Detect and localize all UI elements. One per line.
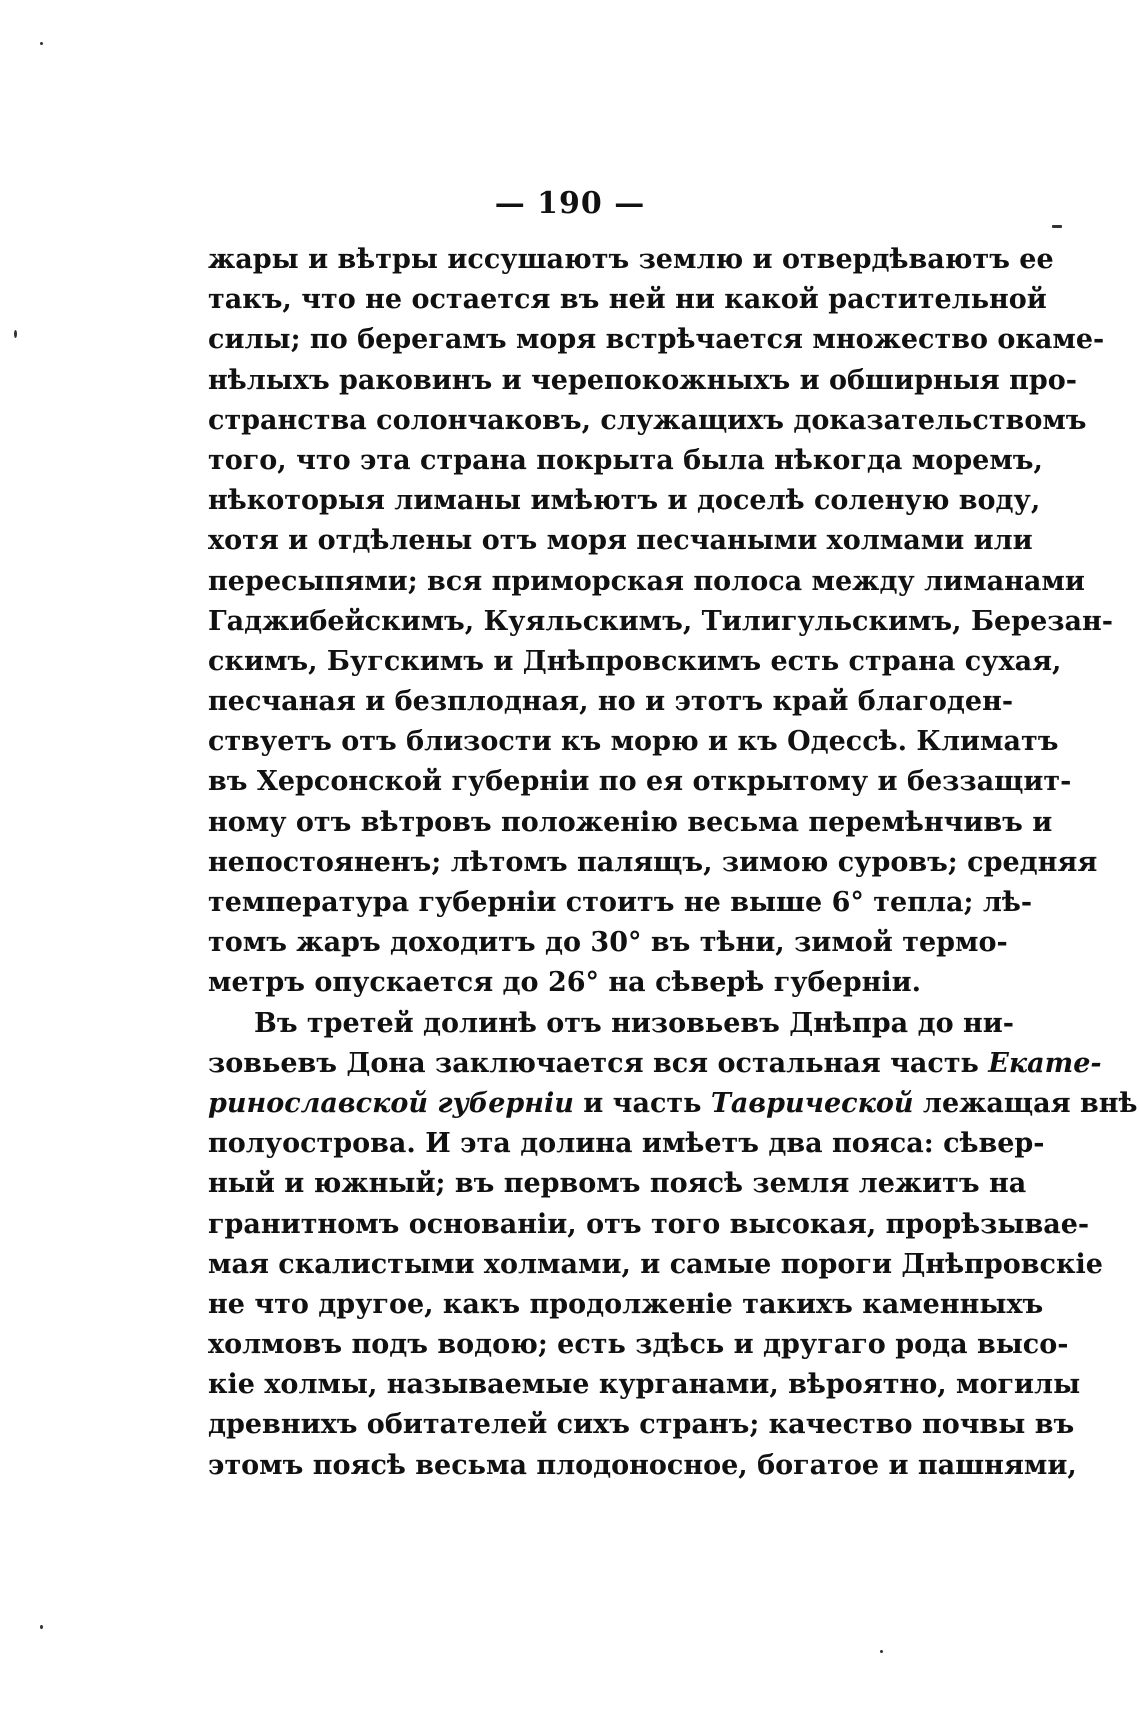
paragraph-2 (208, 1004, 1138, 1486)
italic-segment: Екате- (988, 1047, 1102, 1079)
text-line: Гаджибейскимъ, Куяльскимъ, Тилигульскимъ, Березан- (208, 605, 1113, 637)
text-line: такъ, что не остается въ ней ни какой растительной (208, 284, 1047, 316)
text-segment: зовьевъ Дона заключается вся остальная часть (208, 1047, 989, 1079)
text-line: ный и южный; въ первомъ поясѣ земля лежитъ на (208, 1168, 1027, 1200)
text-line: пересыпями; вся приморская полоса между лиманами (208, 565, 1085, 597)
text-line: полуострова. И эта долина имѣетъ два пояса: сѣвер- (208, 1128, 1045, 1160)
text-line: Въ третей долинѣ отъ низовьевъ Днѣпра до ни- (254, 1007, 1014, 1039)
text-segment: и часть (573, 1087, 711, 1119)
text-line: гранитномъ основаніи, отъ того высокая, прорѣзывае- (208, 1208, 1090, 1240)
text-line: древнихъ обитателей сихъ странъ; качество почвы въ (208, 1409, 1075, 1441)
text-line: странства солончаковъ, служащихъ доказательствомъ (208, 404, 1087, 436)
text-line: ствуетъ отъ близости къ морю и къ Одессѣ. Климатъ (208, 726, 1059, 758)
scan-speck (40, 42, 43, 45)
text-line: томъ жаръ доходитъ до 30° въ тѣни, зимой термо- (208, 927, 1008, 959)
text-line (208, 1044, 1102, 1084)
text-line: температура губерніи стоитъ не выше 6° тепла; лѣ- (208, 887, 1033, 918)
text-line: того, что эта страна покрыта была нѣкогда моремъ, (208, 444, 1043, 476)
text-line: этомъ поясѣ весьма плодоносное, богатое и пашнями, (208, 1449, 1077, 1481)
text-line: метръ опускается до 26° на сѣверѣ губерніи. (208, 967, 922, 999)
text-line: нѣлыхъ раковинъ и черепокожныхъ и обширныя про- (208, 364, 1077, 396)
text-line: хотя и отдѣлены отъ моря песчаными холмами или (208, 525, 1033, 557)
scan-speck (1052, 225, 1062, 228)
text-line: кіе холмы, называемые курганами, вѣроятно, могилы (208, 1369, 1081, 1401)
page-number: — 190 — (494, 186, 646, 221)
scan-speck (14, 330, 17, 338)
text-line: нѣкоторыя лиманы имѣютъ и доселѣ соленую воду, (208, 485, 1041, 517)
body-text (208, 240, 1138, 1486)
text-line: скимъ, Бугскимъ и Днѣпровскимъ есть страна сухая, (208, 645, 1062, 677)
text-line: въ Херсонской губерніи по ея открытому и беззащит- (208, 766, 1072, 798)
italic-segment: ринославской губерніи (208, 1087, 574, 1119)
text-line: непостояненъ; лѣтомъ палящъ, зимою суровъ; средняя (208, 846, 1098, 878)
text-line: песчаная и безплодная, но и этотъ край благоден- (208, 686, 1014, 718)
paragraph-1 (208, 240, 1113, 1004)
text-line: холмовъ подъ водою; есть здѣсь и другаго рода высо- (208, 1329, 1069, 1361)
text-line: силы; по берегамъ моря встрѣчается множество окаме- (208, 324, 1105, 356)
scan-speck (40, 1625, 43, 1629)
italic-segment: Таврической (710, 1087, 914, 1119)
text-line: мая скалистыми холмами, и самые пороги Днѣпровскіе (208, 1248, 1103, 1280)
text-line: не что другое, какъ продолженіе такихъ каменныхъ (208, 1288, 1044, 1320)
scan-speck (880, 1650, 883, 1653)
text-line: жары и вѣтры иссушаютъ землю и отвердѣваютъ ее (208, 244, 1054, 275)
text-line: ному отъ вѣтровъ положенію весьма перемѣнчивъ и (208, 806, 1053, 838)
text-segment: лежащая внѣ (913, 1087, 1138, 1119)
text-line (208, 1084, 1138, 1124)
